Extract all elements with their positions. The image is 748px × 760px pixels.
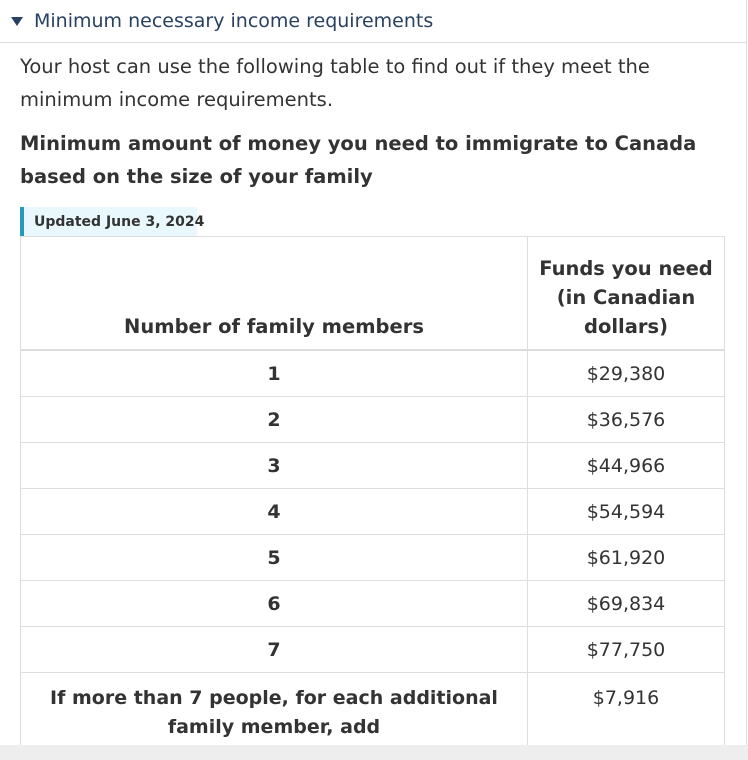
additional-member-funds: $7,916 (528, 673, 725, 759)
table-row (21, 397, 725, 443)
header-family-members: Number of family members (21, 237, 528, 351)
table-row (21, 581, 725, 627)
page-footer-band (0, 745, 748, 760)
family-members-cell: 2 (21, 397, 528, 443)
additional-member-label: If more than 7 people, for each additional family member, add (21, 673, 528, 759)
table-row (21, 443, 725, 489)
table-row (21, 489, 725, 535)
funds-cell: $77,750 (528, 627, 725, 673)
updated-date-badge: Updated June 3, 2024 (20, 207, 197, 236)
intro-paragraph: Your host can use the following table to find out if they meet the minimum income requirements. (20, 55, 650, 111)
family-members-cell: 5 (21, 535, 528, 581)
family-members-cell: 4 (21, 489, 528, 535)
family-members-cell: 6 (21, 581, 528, 627)
income-requirements-table (20, 236, 725, 759)
table-caption-heading: Minimum amount of money you need to immigrate to Canada based on the size of your family (20, 132, 697, 188)
header-funds-needed: Funds you need (in Canadian dollars) (528, 237, 725, 351)
summary-label: Minimum necessary income requirements (34, 9, 434, 32)
family-members-cell: 7 (21, 627, 528, 673)
table-header-row (21, 237, 725, 351)
triangle-down-icon (11, 17, 23, 26)
family-members-cell: 1 (21, 350, 528, 397)
funds-cell: $29,380 (528, 350, 725, 397)
funds-cell: $54,594 (528, 489, 725, 535)
funds-cell: $69,834 (528, 581, 725, 627)
table-row (21, 350, 725, 397)
funds-cell: $61,920 (528, 535, 725, 581)
funds-cell: $36,576 (528, 397, 725, 443)
income-requirements-summary-toggle[interactable] (0, 0, 746, 43)
family-members-cell: 3 (21, 443, 528, 489)
table-row (21, 535, 725, 581)
funds-cell: $44,966 (528, 443, 725, 489)
table-row (21, 627, 725, 673)
